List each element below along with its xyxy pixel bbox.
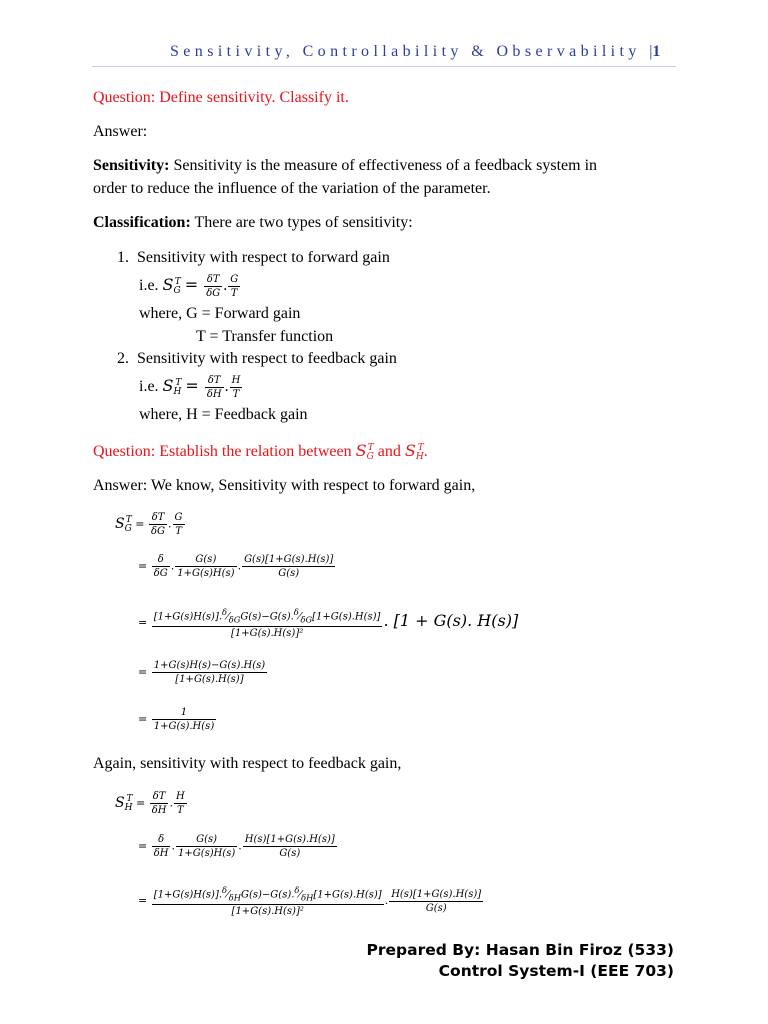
question-2-text: Question: Establish the relation between [93,443,352,460]
list-item-2: 2. Sensitivity with respect to feedback gain [117,350,397,367]
ie-label-2: i.e. [139,378,159,396]
list-item-1: 1. Sensitivity with respect to forward gain [117,249,390,266]
where-feedback-gain: where, H = Feedback gain [139,406,308,423]
sensitivity-paragraph-line-1 [93,157,597,175]
sensitivity-definition: Sensitivity is the measure of effectiveness of a feedback system in [173,157,598,174]
where-transfer-function: T = Transfer function [196,328,334,345]
footer-course: Control System-I (EEE 703) [438,962,674,980]
sht-symbol: $S_H^T$ [162,376,182,398]
question-2: Question: Establish the relation between $S_G^T$ and $S_H^T$. [93,441,428,462]
fraction-dT-dH: $\frac{\delta T}{\delta H}$ [206,375,222,400]
header-rule [92,66,676,67]
derivation-1-step-5: = $\frac{1}{1+G(s).H(s)}$ [138,707,215,732]
classification-term: Classification: [93,214,191,231]
classification-text: There are two types of sensitivity: [194,214,413,231]
q2-sht-symbol: $S_H^T$ [404,441,424,462]
sensitivity-paragraph-line-2: order to reduce the influence of the variation of the parameter. [93,180,491,197]
sensitivity-term: Sensitivity: [93,157,170,174]
answer-label: Answer: [93,123,148,140]
page-header [170,43,660,61]
question-1: Question: Define sensitivity. Classify it. [93,89,349,106]
fraction-G-T: $\frac{G}{T}$ [230,274,239,299]
list-item-2-formula: i.e. $S_H^T$ = $\frac{\delta T}{\delta H}$ . $\frac{H}{T}$ [139,375,241,400]
header-title: Sensitivity, Controllability & Observability [170,43,641,60]
classification-paragraph [93,214,413,232]
sgt-symbol: $S_G^T$ [162,275,181,297]
derivation-1-step-1: $S_G^T$ = $\frac{\delta T}{\delta G}$ . $\frac{G}{T}$ [115,512,183,537]
derivation-1-step-4: = $\frac{1+G(s)H(s)-G(s).H(s)}{[1+G(s).H(s)]}$ [138,660,266,685]
header-separator: | [649,43,653,60]
page-number: 1 [652,43,661,60]
derivation-2-step-1: $S_H^T$ = $\frac{\delta T}{\delta H}$ . $\frac{H}{T}$ [115,791,185,816]
derivation-1-step-2: = $\frac{\delta}{\delta G}$ . $\frac{G(s)}{1+G(s)H(s)}$ . $\frac{G(s)[1+G(s).H(s)]}{G(s)}$ [138,554,334,579]
derivation-1-step-3: = $\frac{[1+G(s)H(s)].^\delta⁄_{\delta G}G(s)-G(s).^\delta⁄_{\delta G}[1+G(s).H(s)]}{\text{[1+G(s).H(s)]²}}$ . [1 + G(s). H(s)] [138,607,519,640]
footer-author: Prepared By: Hasan Bin Firoz (533) [366,941,674,959]
where-forward-gain: where, G = Forward gain [139,305,301,322]
fraction-H-T: $\frac{H}{T}$ [231,375,241,400]
derivation-2-step-2: = $\frac{\delta}{\delta H}$ . $\frac{G(s)}{1+G(s)H(s)}$ . $\frac{H(s)[1+G(s).H(s)]}{G(s)}$ [138,834,335,859]
derivation-2-step-3: = $\frac{[1+G(s)H(s)].^\delta⁄_{\delta H}G(s)-G(s).^\delta⁄_{\delta H}[1+G(s).H(s)]}{\text{[1+G(s).H(s)]²}}$ . $\frac{H(s)[1+G(s).H(s)]}{G(s)}$ [138,885,482,918]
again-paragraph: Again, sensitivity with respect to feedback gain, [93,755,402,772]
list-item-1-formula: i.e. $S_G^T$ = $\frac{\delta T}{\delta G}$ . $\frac{G}{T}$ [139,274,239,299]
answer-2: Answer: We know, Sensitivity with respect to forward gain, [93,477,476,494]
fraction-dT-dG: $\frac{\delta T}{\delta G}$ [206,274,221,299]
question-2-and: and [377,443,401,460]
ie-label-1: i.e. [139,277,159,295]
q2-sgt-symbol: $S_G^T$ [355,441,374,462]
